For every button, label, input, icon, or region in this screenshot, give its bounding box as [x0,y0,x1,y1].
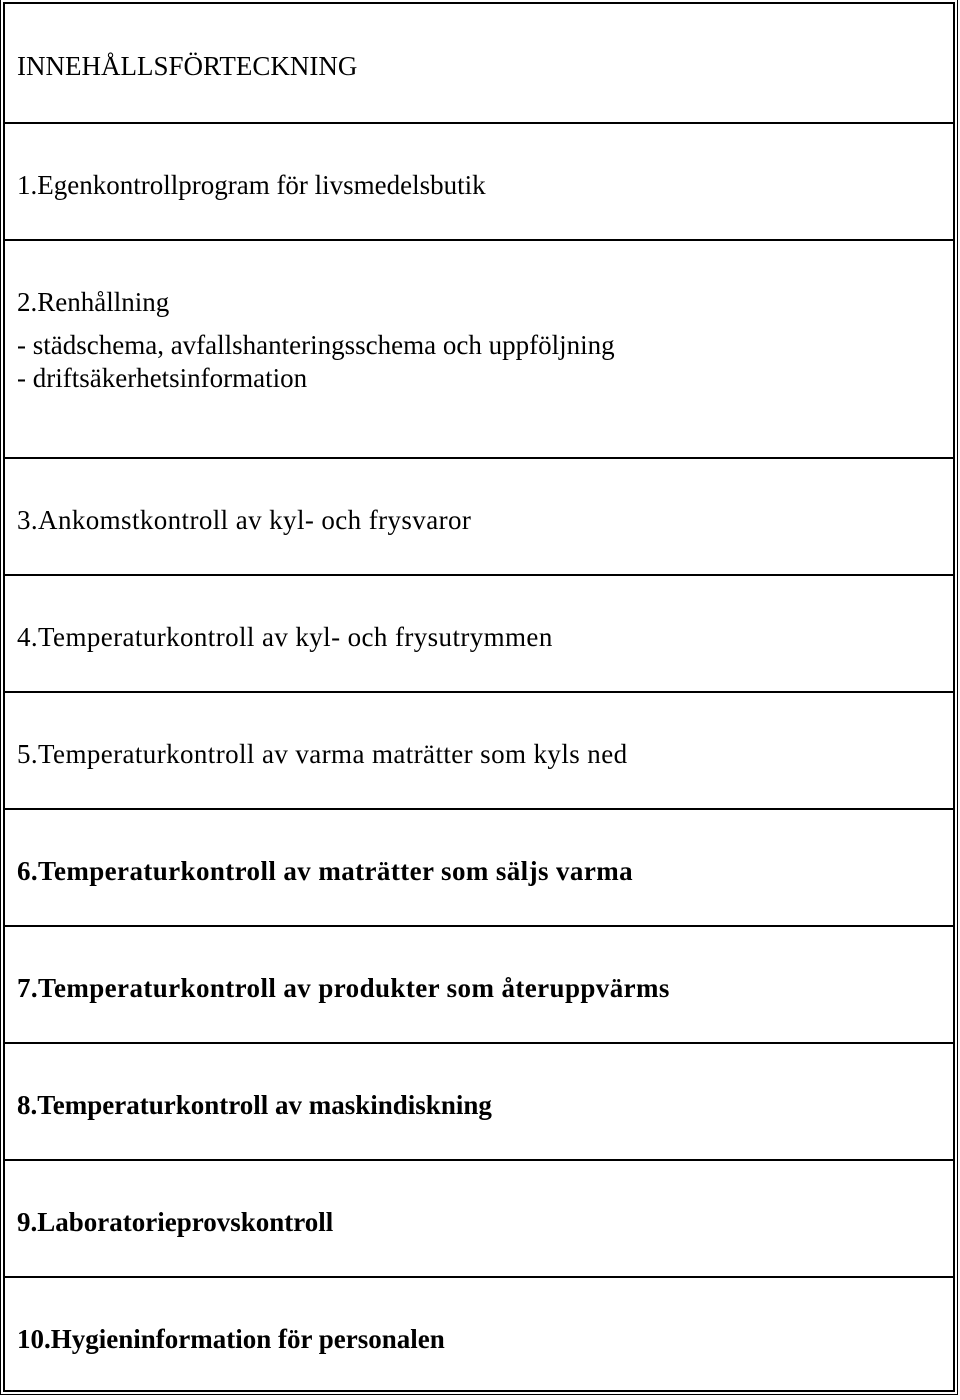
toc-item-3: 3.Ankomstkontroll av kyl- och frysvaror [17,505,472,535]
toc-row-4 [5,574,953,691]
toc-item-6: 6.Temperaturkontroll av maträtter som säljs varma [17,856,634,886]
toc-item-7: 7.Temperaturkontroll av produkter som återuppvärms [17,973,670,1003]
toc-item-9: 9.Laboratorieprovskontroll [17,1207,334,1237]
toc-item-2-sub-list [17,329,615,395]
toc-row-10 [5,1276,953,1390]
toc-item-4: 4.Temperaturkontroll av kyl- och frysutrymmen [17,622,553,652]
toc-sub-item: - driftsäkerhetsinformation [17,363,308,393]
toc-item-2: 2.Renhållning [17,287,170,317]
toc-row-8 [5,1042,953,1159]
toc-item-5: 5.Temperaturkontroll av varma maträtter som kyls ned [17,739,628,769]
toc-row-3 [5,457,953,574]
toc-row-5 [5,691,953,808]
toc-sub-item: - städschema, avfallshanteringsschema och uppföljning [17,330,615,360]
toc-row-2 [5,239,953,457]
toc-row-6 [5,808,953,925]
toc-item-10: 10.Hygieninformation för personalen [17,1324,445,1354]
toc-table [3,2,955,1392]
toc-row-9 [5,1159,953,1276]
toc-row-7 [5,925,953,1042]
toc-title-row [5,4,953,122]
toc-item-1: 1.Egenkontrollprogram för livsmedelsbutik [17,170,486,200]
toc-item-8: 8.Temperaturkontroll av maskindiskning [17,1090,492,1120]
toc-title: INNEHÅLLSFÖRTECKNING [17,51,358,81]
toc-row-1 [5,122,953,239]
